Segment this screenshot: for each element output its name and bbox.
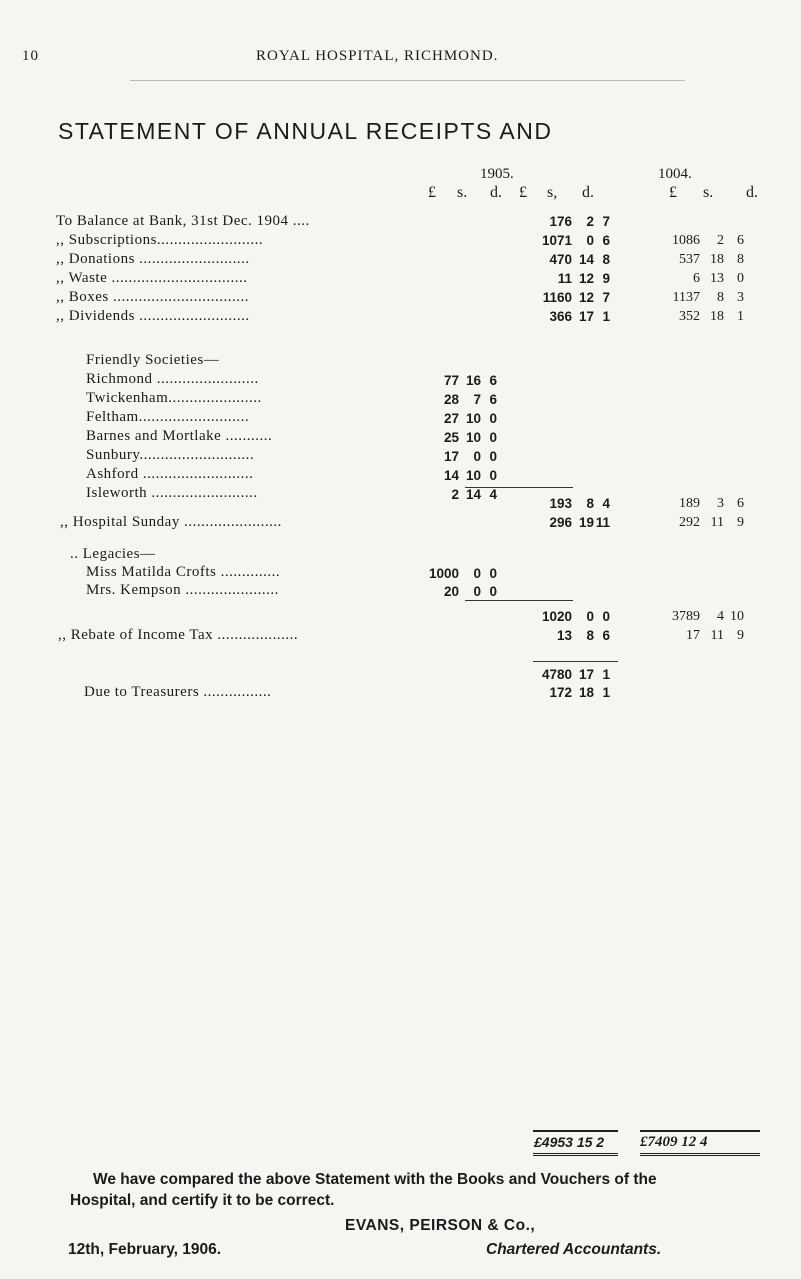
legacy-shillings: 0	[473, 566, 481, 581]
receipt-1905-pence: 9	[602, 271, 610, 286]
friendly-society-label: Ashford ..........................	[86, 466, 254, 482]
receipt-row-label: ,, Waste ................................	[56, 270, 248, 286]
receipt-1904-shillings: 18	[710, 252, 724, 267]
friendly-society-shillings: 7	[473, 392, 481, 407]
legacy-label: Miss Matilda Crofts ..............	[86, 564, 281, 580]
legacy-pence: 0	[489, 584, 497, 599]
firm-name: EVANS, PEIRSON & Co.,	[345, 1217, 536, 1234]
legacy-pounds: 20	[443, 584, 459, 599]
rebate-label: ,, Rebate of Income Tax ...................	[58, 627, 299, 643]
receipt-1904-pence: 3	[737, 290, 744, 305]
friendly-society-label: Isleworth .........................	[86, 485, 258, 501]
friendly-society-shillings: 16	[465, 373, 481, 388]
shilling-1904-heading: s.	[703, 184, 714, 201]
receipt-row-label: ,, Donations ..........................	[56, 251, 250, 267]
receipt-1904-pounds: 1137	[672, 290, 700, 305]
subtotal-1905-shillings: 17	[578, 667, 594, 682]
receipt-1904-shillings: 13	[710, 271, 724, 286]
receipt-1905-pounds: 366	[549, 309, 572, 324]
friendly-society-pounds: 25	[443, 430, 459, 445]
legacies-heading: .. Legacies—	[70, 546, 156, 562]
receipt-1905-shillings: 2	[586, 214, 594, 229]
year-1905-heading: 1905.	[480, 166, 514, 182]
rebate-1904-pounds: 17	[686, 628, 700, 643]
legacy-label: Mrs. Kempson ......................	[86, 582, 279, 598]
certification-date: 12th, February, 1906.	[68, 1241, 222, 1258]
running-title: ROYAL HOSPITAL, RICHMOND.	[256, 48, 499, 64]
receipt-1905-shillings: 12	[578, 271, 594, 286]
friendly-society-shillings: 10	[465, 411, 481, 426]
grand-total-rule-1904-top	[640, 1130, 760, 1132]
receipt-1904-shillings: 8	[717, 290, 724, 305]
receipt-1905-pounds: 470	[549, 252, 572, 267]
friendly-society-shillings: 10	[465, 468, 481, 483]
receipt-1904-pounds: 537	[679, 252, 700, 267]
friendly-society-pounds: 77	[443, 373, 459, 388]
certification-line-1: We have compared the above Statement with the Books and Vouchers of the	[93, 1171, 657, 1188]
pound-heading: £	[428, 184, 436, 201]
friendly-society-pence: 0	[489, 430, 497, 445]
subtotal-1905-pounds: 4780	[541, 667, 572, 682]
grand-total-rule-1905-bottom	[533, 1153, 618, 1156]
friendly-total-1904-pence: 6	[737, 496, 744, 511]
receipt-1905-pence: 7	[602, 214, 610, 229]
rebate-1904-shillings: 11	[710, 628, 724, 643]
pound-1905-heading: £	[519, 184, 527, 201]
grand-total-1904: £7409 12 4	[640, 1134, 708, 1150]
due-to-treasurers-1905-pence: 1	[602, 685, 610, 700]
legacies-total-1904-shillings: 4	[717, 609, 724, 624]
legacies-total-1905-shillings: 0	[586, 609, 594, 624]
friendly-total-1905-pence: 4	[602, 496, 610, 511]
certification-line-2: Hospital, and certify it to be correct.	[70, 1192, 335, 1209]
friendly-total-1905-pounds: 193	[549, 496, 572, 511]
receipt-1904-pence: 1	[737, 309, 744, 324]
friendly-society-label: Feltham..........................	[86, 409, 250, 425]
hospital-sunday-1904-pence: 9	[737, 515, 744, 530]
friendly-society-pence: 4	[489, 487, 497, 502]
subtotal-rule	[533, 661, 618, 662]
friendly-total-1905-shillings: 8	[586, 496, 594, 511]
friendly-society-shillings: 0	[473, 449, 481, 464]
receipt-1905-pence: 8	[602, 252, 610, 267]
friendly-society-pence: 0	[489, 468, 497, 483]
receipt-1905-shillings: 17	[578, 309, 594, 324]
receipt-1904-pence: 6	[737, 233, 744, 248]
subtotal-1905-pence: 1	[602, 667, 610, 682]
pence-1904-heading: d.	[746, 184, 758, 201]
friendly-society-pounds: 27	[443, 411, 459, 426]
receipt-row-label: ,, Dividends ..........................	[56, 308, 250, 324]
hospital-sunday-label: ,, Hospital Sunday .......................	[60, 514, 282, 530]
grand-total-1905: £4953 15 2	[534, 1134, 605, 1150]
receipt-1905-pence: 6	[602, 233, 610, 248]
rebate-1905-shillings: 8	[586, 628, 594, 643]
friendly-rule	[465, 487, 573, 488]
receipt-row-label: ,, Boxes ................................	[56, 289, 249, 305]
due-to-treasurers-label: Due to Treasurers ................	[84, 684, 272, 700]
legacy-pounds: 1000	[428, 566, 459, 581]
due-to-treasurers-1905-shillings: 18	[578, 685, 594, 700]
friendly-society-pence: 0	[489, 411, 497, 426]
hospital-sunday-1905-pounds: 296	[549, 515, 572, 530]
receipt-1905-pounds: 176	[549, 214, 572, 229]
receipt-1905-pounds: 11	[557, 271, 572, 286]
receipt-1905-shillings: 12	[578, 290, 594, 305]
friendly-society-pence: 0	[489, 449, 497, 464]
receipt-1905-shillings: 14	[578, 252, 594, 267]
friendly-total-1904-pounds: 189	[679, 496, 700, 511]
friendly-society-pounds: 28	[443, 392, 459, 407]
pound-1904-heading: £	[669, 184, 677, 201]
friendly-society-pence: 6	[489, 373, 497, 388]
friendly-societies-heading: Friendly Societies—	[86, 352, 220, 368]
receipt-1904-pence: 0	[737, 271, 744, 286]
receipt-1904-pounds: 1086	[672, 233, 700, 248]
receipt-1905-pounds: 1071	[541, 233, 572, 248]
page-title: STATEMENT OF ANNUAL RECEIPTS AND	[58, 118, 553, 144]
accountants-role: Chartered Accountants.	[486, 1241, 662, 1258]
hospital-sunday-1905-pence: 11	[595, 515, 610, 530]
friendly-society-pence: 6	[489, 392, 497, 407]
legacies-total-1904-pence: 10	[730, 609, 744, 624]
rebate-1905-pence: 6	[602, 628, 610, 643]
friendly-society-label: Sunbury...........................	[86, 447, 255, 463]
shilling-1905-heading: s,	[547, 184, 558, 201]
friendly-society-pounds: 14	[443, 468, 459, 483]
grand-total-rule-1904-bottom	[640, 1153, 760, 1156]
hospital-sunday-1905-shillings: 19	[578, 515, 594, 530]
receipt-row-label: To Balance at Bank, 31st Dec. 1904 ....	[56, 213, 310, 229]
friendly-society-shillings: 10	[465, 430, 481, 445]
legacies-rule	[465, 600, 573, 601]
legacy-shillings: 0	[473, 584, 481, 599]
rebate-1905-pounds: 13	[556, 628, 572, 643]
friendly-society-label: Barnes and Mortlake ...........	[86, 428, 273, 444]
receipt-1904-shillings: 18	[710, 309, 724, 324]
receipt-1905-shillings: 0	[586, 233, 594, 248]
receipt-1904-shillings: 2	[717, 233, 724, 248]
pence-heading: d.	[490, 184, 502, 201]
receipt-row-label: ,, Subscriptions.........................	[56, 232, 264, 248]
receipt-1904-pounds: 352	[679, 309, 700, 324]
receipt-1904-pence: 8	[737, 252, 744, 267]
receipt-1905-pounds: 1160	[542, 290, 572, 305]
friendly-total-1904-shillings: 3	[717, 496, 724, 511]
year-1904-heading: 1004.	[658, 166, 692, 182]
legacies-total-1905-pence: 0	[602, 609, 610, 624]
due-to-treasurers-1905-pounds: 172	[549, 685, 572, 700]
receipt-1904-pounds: 6	[693, 271, 700, 286]
receipt-1905-pence: 1	[602, 309, 610, 324]
hospital-sunday-1904-pounds: 292	[679, 515, 700, 530]
grand-total-rule-1905-top	[533, 1130, 618, 1132]
shilling-heading: s.	[457, 184, 468, 201]
receipt-1905-pence: 7	[602, 290, 610, 305]
legacies-total-1905-pounds: 1020	[541, 609, 572, 624]
rebate-1904-pence: 9	[737, 628, 744, 643]
friendly-society-label: Richmond ........................	[86, 371, 259, 387]
legacies-total-1904-pounds: 3789	[672, 609, 700, 624]
page-number: 10	[22, 48, 39, 64]
legacy-pence: 0	[489, 566, 497, 581]
pence-1905-heading: d.	[582, 184, 594, 201]
friendly-society-pounds: 17	[443, 449, 459, 464]
hospital-sunday-1904-shillings: 11	[710, 515, 724, 530]
friendly-society-label: Twickenham......................	[86, 390, 262, 406]
friendly-society-shillings: 14	[465, 487, 481, 502]
header-rule	[130, 80, 685, 81]
friendly-society-pounds: 2	[451, 487, 459, 502]
